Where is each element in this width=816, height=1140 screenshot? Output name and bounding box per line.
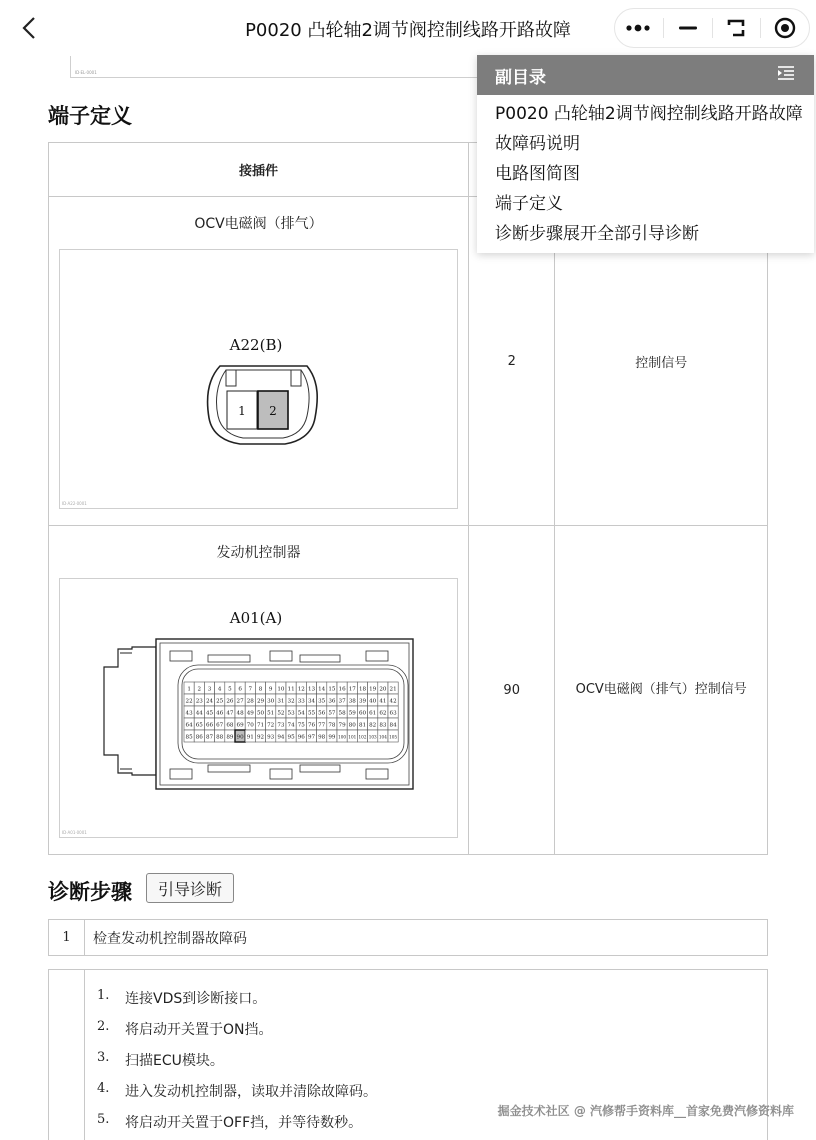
terminal-definition-heading: 端子定义 bbox=[48, 104, 132, 128]
svg-text:105: 105 bbox=[389, 734, 398, 740]
svg-text:80: 80 bbox=[348, 722, 356, 729]
connector-name: 发动机控制器 bbox=[216, 545, 301, 561]
svg-text:40: 40 bbox=[369, 698, 377, 705]
definition-cell: 控制信号 bbox=[555, 197, 768, 526]
svg-text:88: 88 bbox=[216, 734, 224, 741]
svg-text:69: 69 bbox=[236, 722, 244, 729]
column-header-connector: 接插件 bbox=[49, 143, 469, 197]
svg-text:3: 3 bbox=[207, 686, 212, 693]
list-item bbox=[97, 1050, 377, 1081]
step-text: 检查发动机控制器故障码 bbox=[93, 930, 247, 947]
more-dots-icon[interactable] bbox=[615, 8, 663, 48]
svg-text:103: 103 bbox=[368, 734, 377, 740]
pin-label: 1 bbox=[238, 404, 246, 418]
item-text: 扫描ECU模块。 bbox=[125, 1053, 224, 1069]
step-row[interactable] bbox=[48, 919, 768, 956]
pin-grid bbox=[184, 682, 398, 742]
svg-text:2: 2 bbox=[197, 686, 202, 693]
svg-text:50: 50 bbox=[256, 710, 265, 717]
svg-text:38: 38 bbox=[348, 698, 356, 705]
svg-text:76: 76 bbox=[307, 722, 316, 729]
svg-text:102: 102 bbox=[358, 734, 367, 740]
svg-text:93: 93 bbox=[267, 734, 275, 741]
svg-text:98: 98 bbox=[318, 734, 326, 741]
toc-header bbox=[477, 55, 814, 95]
svg-text:25: 25 bbox=[216, 698, 224, 705]
svg-text:83: 83 bbox=[379, 722, 387, 729]
item-number: 5. bbox=[97, 1112, 110, 1127]
svg-text:75: 75 bbox=[297, 722, 305, 729]
svg-text:85: 85 bbox=[185, 734, 193, 741]
restore-icon[interactable] bbox=[712, 8, 760, 48]
pin-cell: 90 bbox=[469, 526, 555, 855]
svg-text:14: 14 bbox=[318, 686, 326, 693]
svg-text:42: 42 bbox=[389, 698, 397, 705]
svg-text:31: 31 bbox=[277, 698, 285, 705]
svg-text:66: 66 bbox=[205, 722, 214, 729]
svg-text:57: 57 bbox=[328, 710, 336, 717]
svg-text:64: 64 bbox=[185, 722, 193, 729]
svg-text:63: 63 bbox=[389, 710, 397, 717]
svg-text:46: 46 bbox=[216, 710, 224, 717]
svg-text:7: 7 bbox=[248, 686, 253, 693]
guided-diagnosis-button[interactable]: 引导诊断 bbox=[146, 873, 234, 903]
svg-text:87: 87 bbox=[205, 734, 214, 741]
toc-panel bbox=[477, 55, 814, 253]
svg-text:24: 24 bbox=[205, 698, 214, 705]
item-text: 将启动开关置于OFF挡，并等待数秒。 bbox=[125, 1115, 363, 1131]
svg-text:82: 82 bbox=[369, 722, 377, 729]
page-title: P0020 凸轮轴2调节阀控制线路开路故障 bbox=[245, 20, 571, 41]
svg-text:79: 79 bbox=[338, 722, 346, 729]
svg-text:8: 8 bbox=[258, 686, 263, 693]
svg-text:33: 33 bbox=[297, 698, 305, 705]
pin-cell: 2 bbox=[469, 197, 555, 526]
figure-label: A22(B) bbox=[229, 336, 283, 354]
svg-text:45: 45 bbox=[205, 710, 214, 717]
figure-label: A01(A) bbox=[229, 609, 283, 627]
minimize-icon[interactable] bbox=[664, 8, 712, 48]
svg-text:74: 74 bbox=[287, 722, 295, 729]
svg-text:53: 53 bbox=[287, 710, 295, 717]
toc-list-icon[interactable] bbox=[776, 64, 796, 86]
svg-text:4: 4 bbox=[217, 686, 222, 693]
table-row bbox=[49, 526, 768, 855]
svg-text:34: 34 bbox=[307, 698, 316, 705]
svg-text:68: 68 bbox=[226, 722, 234, 729]
step-gutter bbox=[49, 970, 85, 1140]
top-bar bbox=[0, 0, 816, 56]
svg-text:18: 18 bbox=[358, 686, 367, 693]
toc-title: 副目录 bbox=[495, 67, 546, 88]
connector-figure bbox=[59, 578, 458, 838]
previous-figure-edge bbox=[70, 56, 480, 78]
svg-text:47: 47 bbox=[226, 710, 234, 717]
svg-text:54: 54 bbox=[297, 710, 305, 717]
svg-text:101: 101 bbox=[348, 734, 357, 740]
list-item bbox=[97, 1081, 377, 1112]
svg-text:90: 90 bbox=[236, 734, 244, 741]
svg-text:60: 60 bbox=[358, 710, 367, 717]
connector-a22-drawing bbox=[60, 250, 457, 508]
item-number: 3. bbox=[97, 1050, 110, 1065]
svg-text:61: 61 bbox=[369, 710, 377, 717]
svg-text:12: 12 bbox=[297, 686, 305, 693]
svg-text:89: 89 bbox=[226, 734, 234, 741]
svg-text:84: 84 bbox=[389, 722, 397, 729]
svg-text:16: 16 bbox=[338, 686, 346, 693]
connector-cell bbox=[49, 197, 469, 526]
svg-text:56: 56 bbox=[318, 710, 326, 717]
svg-text:6: 6 bbox=[238, 686, 242, 693]
svg-text:77: 77 bbox=[318, 722, 326, 729]
svg-text:44: 44 bbox=[195, 710, 203, 717]
step-number: 1 bbox=[49, 920, 85, 955]
figure-stamp: ID·EL·0001 bbox=[75, 70, 97, 75]
toc-item-circuit-diagram[interactable]: 电路图简图 bbox=[495, 164, 580, 184]
item-text: 将启动开关置于ON挡。 bbox=[125, 1022, 273, 1038]
svg-text:100: 100 bbox=[338, 734, 347, 740]
connector-figure bbox=[59, 249, 458, 509]
svg-text:1: 1 bbox=[187, 686, 191, 693]
svg-text:92: 92 bbox=[256, 734, 265, 741]
svg-text:32: 32 bbox=[287, 698, 295, 705]
svg-text:65: 65 bbox=[195, 722, 203, 729]
svg-text:28: 28 bbox=[246, 698, 254, 705]
svg-text:9: 9 bbox=[268, 686, 273, 693]
connector-name: OCV电磁阀（排气） bbox=[194, 216, 323, 232]
svg-text:41: 41 bbox=[379, 698, 387, 705]
svg-text:62: 62 bbox=[379, 710, 387, 717]
svg-text:20: 20 bbox=[379, 686, 387, 693]
definition-cell: OCV电磁阀（排气）控制信号 bbox=[555, 526, 768, 855]
svg-text:95: 95 bbox=[287, 734, 295, 741]
svg-text:35: 35 bbox=[318, 698, 326, 705]
toc-item-fault-title[interactable]: P0020 凸轮轴2调节阀控制线路开路故障 bbox=[495, 104, 803, 124]
svg-text:49: 49 bbox=[246, 710, 254, 717]
svg-text:10: 10 bbox=[277, 686, 285, 693]
svg-text:67: 67 bbox=[216, 722, 224, 729]
list-item bbox=[97, 988, 377, 1019]
svg-text:17: 17 bbox=[348, 686, 356, 693]
connector-cell bbox=[49, 526, 469, 855]
list-item bbox=[97, 1019, 377, 1050]
svg-text:29: 29 bbox=[256, 698, 265, 705]
close-target-icon[interactable] bbox=[761, 8, 809, 48]
svg-text:78: 78 bbox=[328, 722, 336, 729]
svg-text:15: 15 bbox=[328, 686, 336, 693]
svg-text:94: 94 bbox=[277, 734, 285, 741]
svg-text:52: 52 bbox=[277, 710, 285, 717]
svg-text:30: 30 bbox=[267, 698, 275, 705]
svg-text:73: 73 bbox=[277, 722, 285, 729]
watermark: 掘金技术社区 @ 汽修帮手资料库__首家免费汽修资料库 bbox=[497, 1104, 794, 1118]
window-capsule bbox=[614, 8, 810, 48]
svg-text:81: 81 bbox=[358, 722, 367, 729]
toc-items bbox=[477, 95, 814, 249]
svg-text:96: 96 bbox=[297, 734, 305, 741]
svg-text:70: 70 bbox=[246, 722, 254, 729]
svg-text:43: 43 bbox=[185, 710, 193, 717]
connector-a01-drawing bbox=[60, 579, 457, 837]
toc-item-diagnostic-steps[interactable]: 诊断步骤展开全部引导诊断 bbox=[495, 224, 699, 244]
figure-stamp: ID·A01·0001 bbox=[62, 830, 87, 835]
diagnostic-steps-heading: 诊断步骤 bbox=[48, 880, 132, 904]
svg-text:51: 51 bbox=[267, 710, 275, 717]
svg-text:39: 39 bbox=[358, 698, 367, 705]
svg-text:48: 48 bbox=[236, 710, 244, 717]
svg-text:21: 21 bbox=[389, 686, 397, 693]
item-text: 连接VDS到诊断接口。 bbox=[125, 991, 267, 1007]
svg-text:99: 99 bbox=[328, 734, 336, 741]
item-text: 进入发动机控制器，读取并清除故障码。 bbox=[125, 1084, 377, 1100]
svg-text:22: 22 bbox=[185, 698, 193, 705]
svg-text:13: 13 bbox=[307, 686, 316, 693]
figure-stamp: ID·A22·0001 bbox=[62, 501, 87, 506]
svg-text:23: 23 bbox=[195, 698, 203, 705]
step-detail-list bbox=[97, 988, 377, 1140]
toc-item-code-description[interactable]: 故障码说明 bbox=[495, 134, 580, 154]
svg-text:91: 91 bbox=[246, 734, 254, 741]
list-item bbox=[97, 1112, 377, 1140]
svg-text:11: 11 bbox=[287, 686, 295, 693]
svg-text:58: 58 bbox=[338, 710, 346, 717]
svg-text:59: 59 bbox=[348, 710, 356, 717]
item-number: 4. bbox=[97, 1081, 110, 1096]
svg-text:104: 104 bbox=[378, 734, 387, 740]
svg-text:97: 97 bbox=[307, 734, 316, 741]
svg-text:19: 19 bbox=[369, 686, 377, 693]
svg-text:26: 26 bbox=[226, 698, 234, 705]
svg-text:27: 27 bbox=[236, 698, 244, 705]
toc-item-terminal-definition[interactable]: 端子定义 bbox=[495, 194, 563, 214]
svg-text:36: 36 bbox=[328, 698, 336, 705]
svg-text:71: 71 bbox=[256, 722, 265, 729]
svg-text:55: 55 bbox=[307, 710, 316, 717]
svg-text:72: 72 bbox=[267, 722, 275, 729]
svg-text:86: 86 bbox=[195, 734, 203, 741]
item-number: 2. bbox=[97, 1019, 110, 1034]
svg-text:5: 5 bbox=[228, 686, 232, 693]
pin-label: 2 bbox=[269, 404, 277, 418]
svg-text:37: 37 bbox=[338, 698, 346, 705]
item-number: 1. bbox=[97, 988, 110, 1003]
